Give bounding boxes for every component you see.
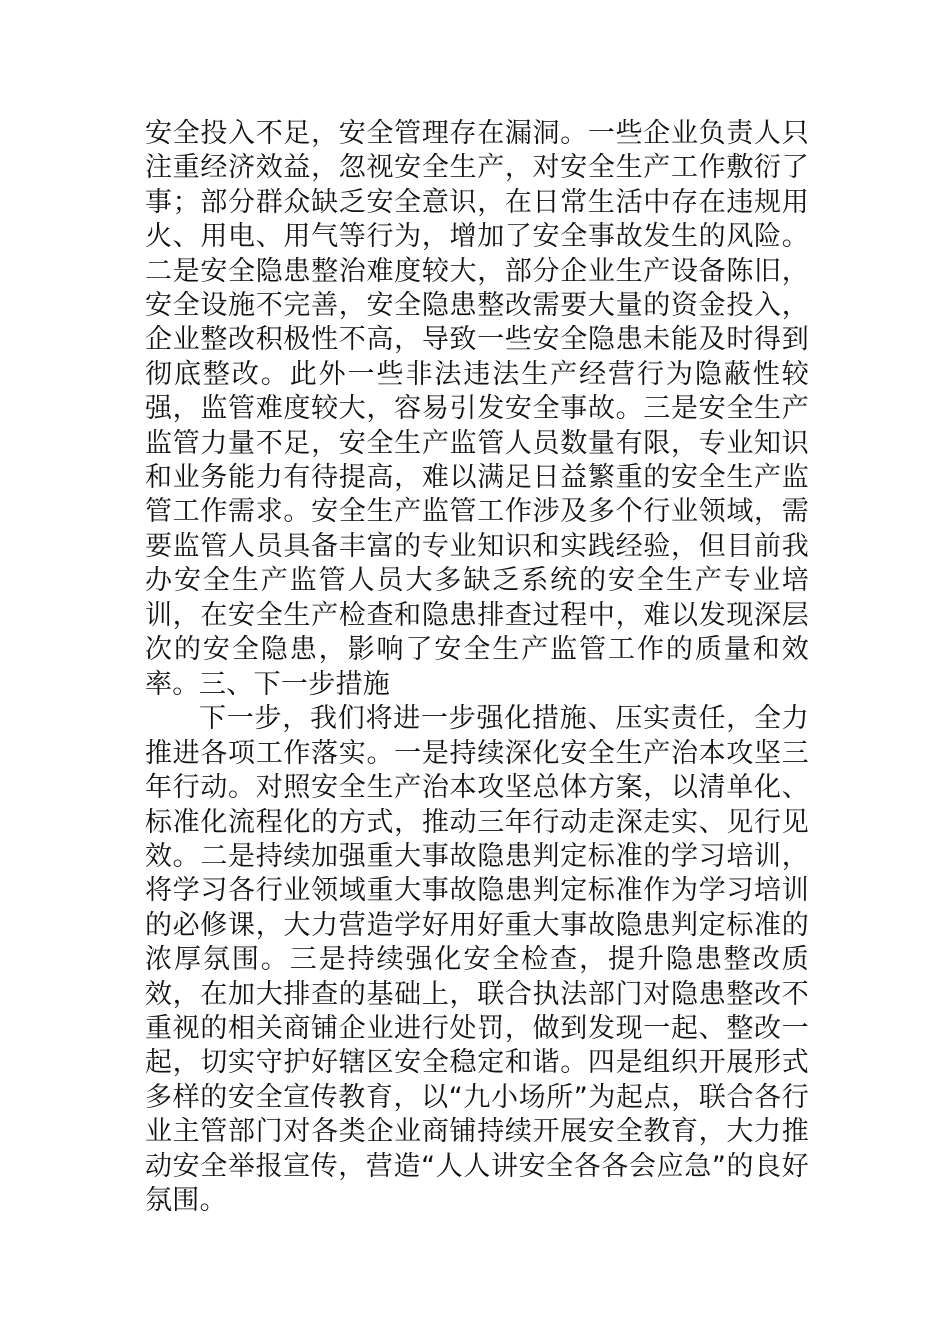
section-heading-next-steps: 三、下一步措施 — [199, 669, 391, 700]
paragraph-next-steps: 下一步，我们将进一步强化措施、压实责任，全力推进各项工作落实。一是持续深化安全生产治本攻坚三年行动。对照安全生产治本攻坚总体方案，以清单化、标准化流程化的方式，推动三年行动走深走实、见行见效。二是持续加强重大事故隐患判定标准的学习培训，将学习各行业领域重大事故隐患判定标准作为学习培训的必修课，大力营造学好用好重大事故隐患判定标准的浓厚氛围。三是持续强化安全检查，提升隐患整改质效，在加大排查的基础上，联合执法部门对隐患整改不重视的相关商铺企业进行处罚，做到发现一起、整改一起，切实守护好辖区安全稳定和谐。四是组织开展形式多样的安全宣传教育，以“九小场所”为起点，联合各行业主管部门对各类企业商铺持续开展安全教育，大力推动安全举报宣传，营造“人人讲安全各各会应急”的良好氛围。 — [145, 703, 809, 1217]
body-text-upper — [145, 117, 809, 702]
body-text-lower — [145, 668, 809, 1219]
paragraph-problems-continued: 安全投入不足，安全管理存在漏洞。一些企业负责人只注重经济效益，忽视安全生产，对安全生产工作敷衍了事；部分群众缺乏安全意识，在日常生活中存在违规用火、用电、用气等行为，增加了安全事故发生的风险。二是安全隐患整治难度较大，部分企业生产设备陈旧，安全设施不完善，安全隐患整改需要大量的资金投入，企业整改积极性不高，导致一些安全隐患未能及时得到彻底整改。此外一些非法违法生产经营行为隐蔽性较强，监管难度较大，容易引发安全事故。三是安全生产监管力量不足，安全生产监管人员数量有限，专业知识和业务能力有待提高，难以满足日益繁重的安全生产监管工作需求。安全生产监管工作涉及多个行业领域，需要监管人员具备丰富的专业知识和实践经验，但目前我办安全生产监管人员大多缺乏系统的安全生产专业培训，在安全生产检查和隐患排查过程中，难以发现深层次的安全隐患，影响了安全生产监管工作的质量和效率。 — [145, 118, 809, 700]
